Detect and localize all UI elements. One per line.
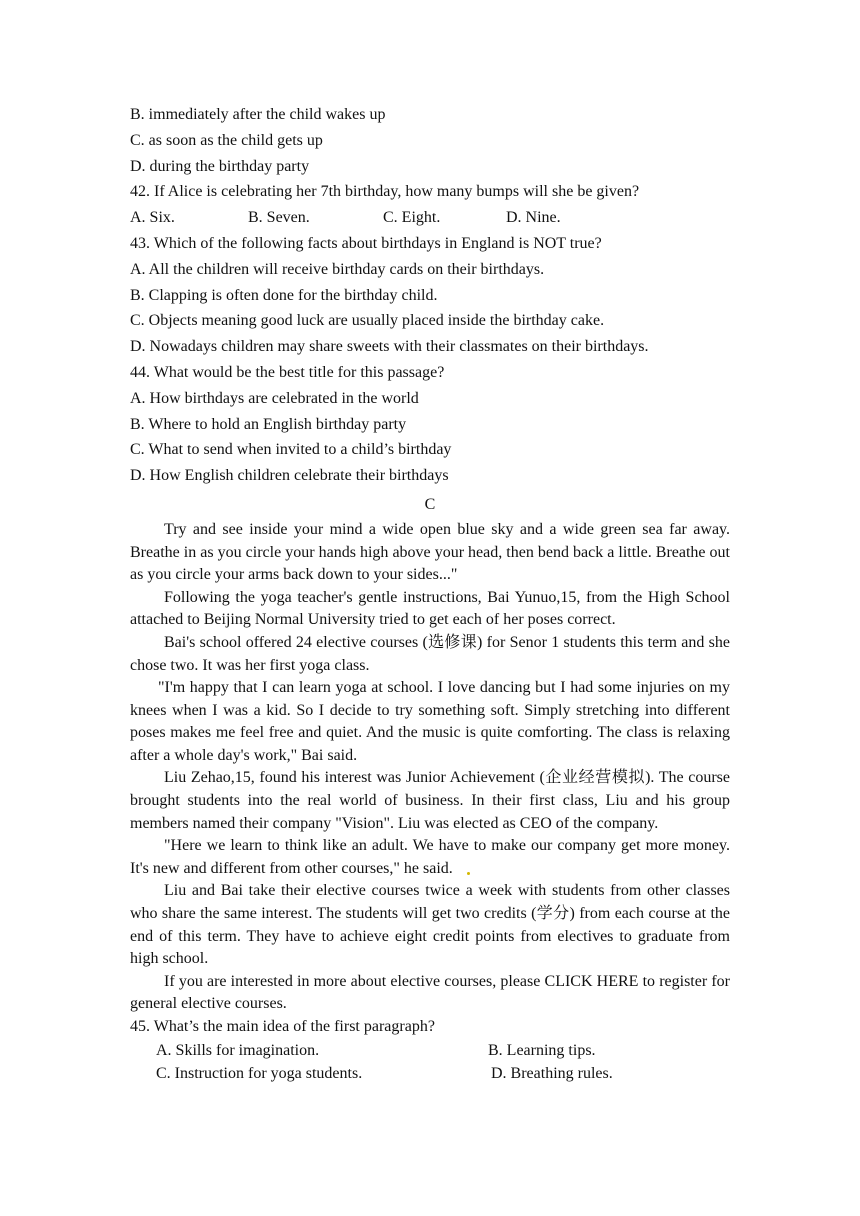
q42-question: 42. If Alice is celebrating her 7th birthday, how many bumps will she be given? — [130, 183, 640, 201]
passage-paragraph-8: If you are interested in more about elective courses, please CLICK HERE to register for general elective courses. — [130, 972, 730, 1013]
section-label: C — [424, 495, 436, 513]
q43-option-d: D. Nowadays children may share sweets with their classmates on their birthdays. — [130, 338, 649, 356]
page-content — [130, 102, 730, 1085]
q42-options — [130, 205, 730, 231]
q45-option-d: D. Breathing rules. — [491, 1064, 613, 1082]
q44-option-d: D. How English children celebrate their birthdays — [130, 467, 449, 485]
q43-option-c: C. Objects meaning good luck are usually placed inside the birthday cake. — [130, 312, 605, 330]
q42-option-b: B. Seven. — [248, 209, 310, 227]
q45-options-row-2 — [130, 1062, 730, 1085]
q43-question: 43. Which of the following facts about birthdays in England is NOT true? — [130, 234, 602, 252]
q41-option-c: C. as soon as the child gets up — [130, 131, 323, 149]
passage-paragraph-3: Bai's school offered 24 elective courses (选修课) for Senor 1 students this term and she chose two. It was her first yoga class. — [130, 633, 730, 674]
stray-ink-dot — [467, 872, 470, 875]
q44-question: 44. What would be the best title for this passage? — [130, 363, 445, 381]
q43-option-a: A. All the children will receive birthday cards on their birthdays. — [130, 260, 545, 278]
q45-options-row-1 — [130, 1039, 730, 1062]
q42-option-a: A. Six. — [130, 209, 175, 227]
passage-paragraph-4: "I'm happy that I can learn yoga at school. I love dancing but I had some injuries on my knees when I was a kid. So I decide to try something soft. Simply stretching into different poses makes me feel free and quiet. And the music is quite comforting. The class is relaxing after a whole day's work," Bai said. — [130, 679, 730, 764]
q44-option-a: A. How birthdays are celebrated in the world — [130, 389, 419, 407]
q43-option-b: B. Clapping is often done for the birthday child. — [130, 286, 438, 304]
passage-paragraph-7: Liu and Bai take their elective courses twice a week with students from other classes who share the same interest. The students will get two credits (学分) from each course at the end of this term. They have to achieve eight credit points from electives to graduate from high school. — [130, 882, 730, 968]
q45-question: 45. What’s the main idea of the first paragraph? — [130, 1018, 435, 1036]
passage-paragraph-5: Liu Zehao,15, found his interest was Junior Achievement (企业经营模拟). The course brought students into the real world of business. In their first class, Liu and his group members named their company "Vision". Liu was elected as CEO of the company. — [130, 769, 730, 832]
q45-option-b: B. Learning tips. — [488, 1041, 596, 1059]
passage-paragraph-1: Try and see inside your mind a wide open blue sky and a wide green sea far away. Breathe in as you circle your hands high above your head, then bend back a little. Breathe out as you circle your arms back down to your sides..." — [130, 520, 730, 584]
q42-option-d: D. Nine. — [506, 209, 561, 227]
passage-paragraph-6: "Here we learn to think like an adult. We have to make our company get more money. It's new and different from other courses," he said. — [130, 837, 730, 877]
q41-option-b: B. immediately after the child wakes up — [130, 106, 386, 123]
passage-paragraph-2: Following the yoga teacher's gentle instructions, Bai Yunuo,15, from the High School attached to Beijing Normal University tried to get each of her poses correct. — [130, 588, 730, 629]
q44-option-c: C. What to send when invited to a child’s birthday — [130, 441, 452, 459]
q45-option-c: C. Instruction for yoga students. — [156, 1064, 363, 1082]
q44-option-b: B. Where to hold an English birthday party — [130, 415, 407, 433]
q42-option-c: C. Eight. — [383, 209, 441, 227]
q45-option-a: A. Skills for imagination. — [156, 1041, 320, 1059]
q41-option-d: D. during the birthday party — [130, 157, 310, 175]
